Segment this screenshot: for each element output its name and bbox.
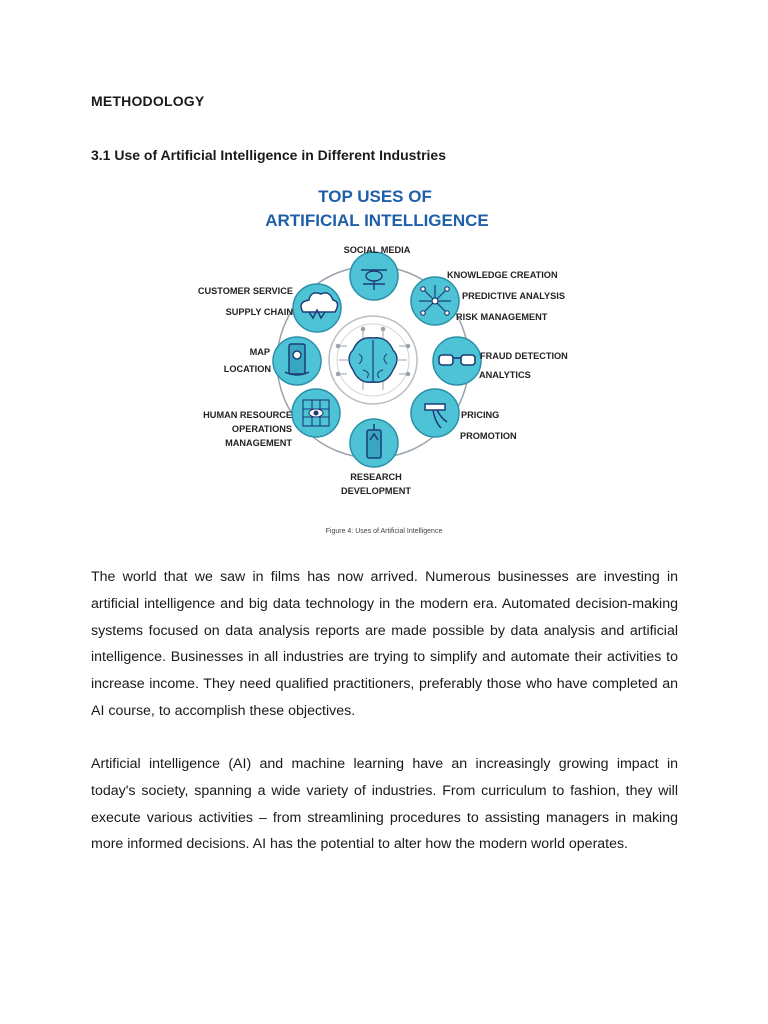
node-map-location [273,337,321,385]
label-customer-service: CUSTOMER SERVICE [197,286,293,296]
body-paragraph-2: Artificial intelligence (AI) and machine learning have an increasingly growing impact in today's society, spanning a wide variety of industries. From curriculum to fashion, they will execute various activities – from streamlining procedures to assisting managers in making more informed decisions. AI has the potential to alter how the modern world operates. [91,756,678,853]
figure-caption: Figure 4: Uses of Artificial Intelligence [325,528,443,535]
node-social-media [350,252,398,300]
label-risk-management: RISK MANAGEMENT [456,312,548,322]
label-fraud-detection: FRAUD DETECTION [480,351,568,361]
phone-map-icon [285,344,309,375]
node-research-development [350,419,398,467]
node-knowledge-creation [411,277,459,325]
node-fraud-detection [433,337,481,385]
label-development: DEVELOPMENT [341,486,411,496]
document-heading: METHODOLOGY [91,93,205,109]
section-heading: 3.1 Use of Artificial Intelligence in Different Industries [91,147,447,163]
node-pricing [411,389,459,437]
label-pricing: PRICING [461,410,500,420]
center-brain-hub [329,316,417,404]
node-human-resource [292,389,340,437]
body-paragraph-1: The world that we saw in films has now arrived. Numerous businesses are investing in artificial intelligence and big data technology in the modern era. Automated decision-making systems focused on data analysis reports are made possible by data analysis and artificial intelligence. Businesses in all industries are trying to simplify and automate their activities to increase income. They need qualified practitioners, preferably those who have completed an AI course, to accomplish these objectives. [91,569,678,719]
label-location: LOCATION [223,364,271,374]
label-map: MAP [249,347,270,357]
label-supply-chain: SUPPLY CHAIN [225,307,293,317]
node-customer-service [293,284,341,332]
ai-uses-diagram [193,172,577,520]
brain-icon [349,338,397,383]
figure-title-line1: TOP USES OF [318,187,432,206]
label-predictive-analysis: PREDICTIVE ANALYSIS [462,291,565,301]
label-knowledge-creation: KNOWLEDGE CREATION [447,270,558,280]
label-operations: OPERATIONS [231,424,292,434]
figure-title-line2: ARTIFICIAL INTELLIGENCE [265,211,489,230]
label-management: MANAGEMENT [225,438,292,448]
label-analytics: ANALYTICS [479,370,531,380]
label-research: RESEARCH [350,472,402,482]
ai-uses-figure [193,172,577,520]
label-social-media: SOCIAL MEDIA [343,245,411,255]
label-human-resource: HUMAN RESOURCE [203,410,292,420]
label-promotion: PROMOTION [460,431,517,441]
